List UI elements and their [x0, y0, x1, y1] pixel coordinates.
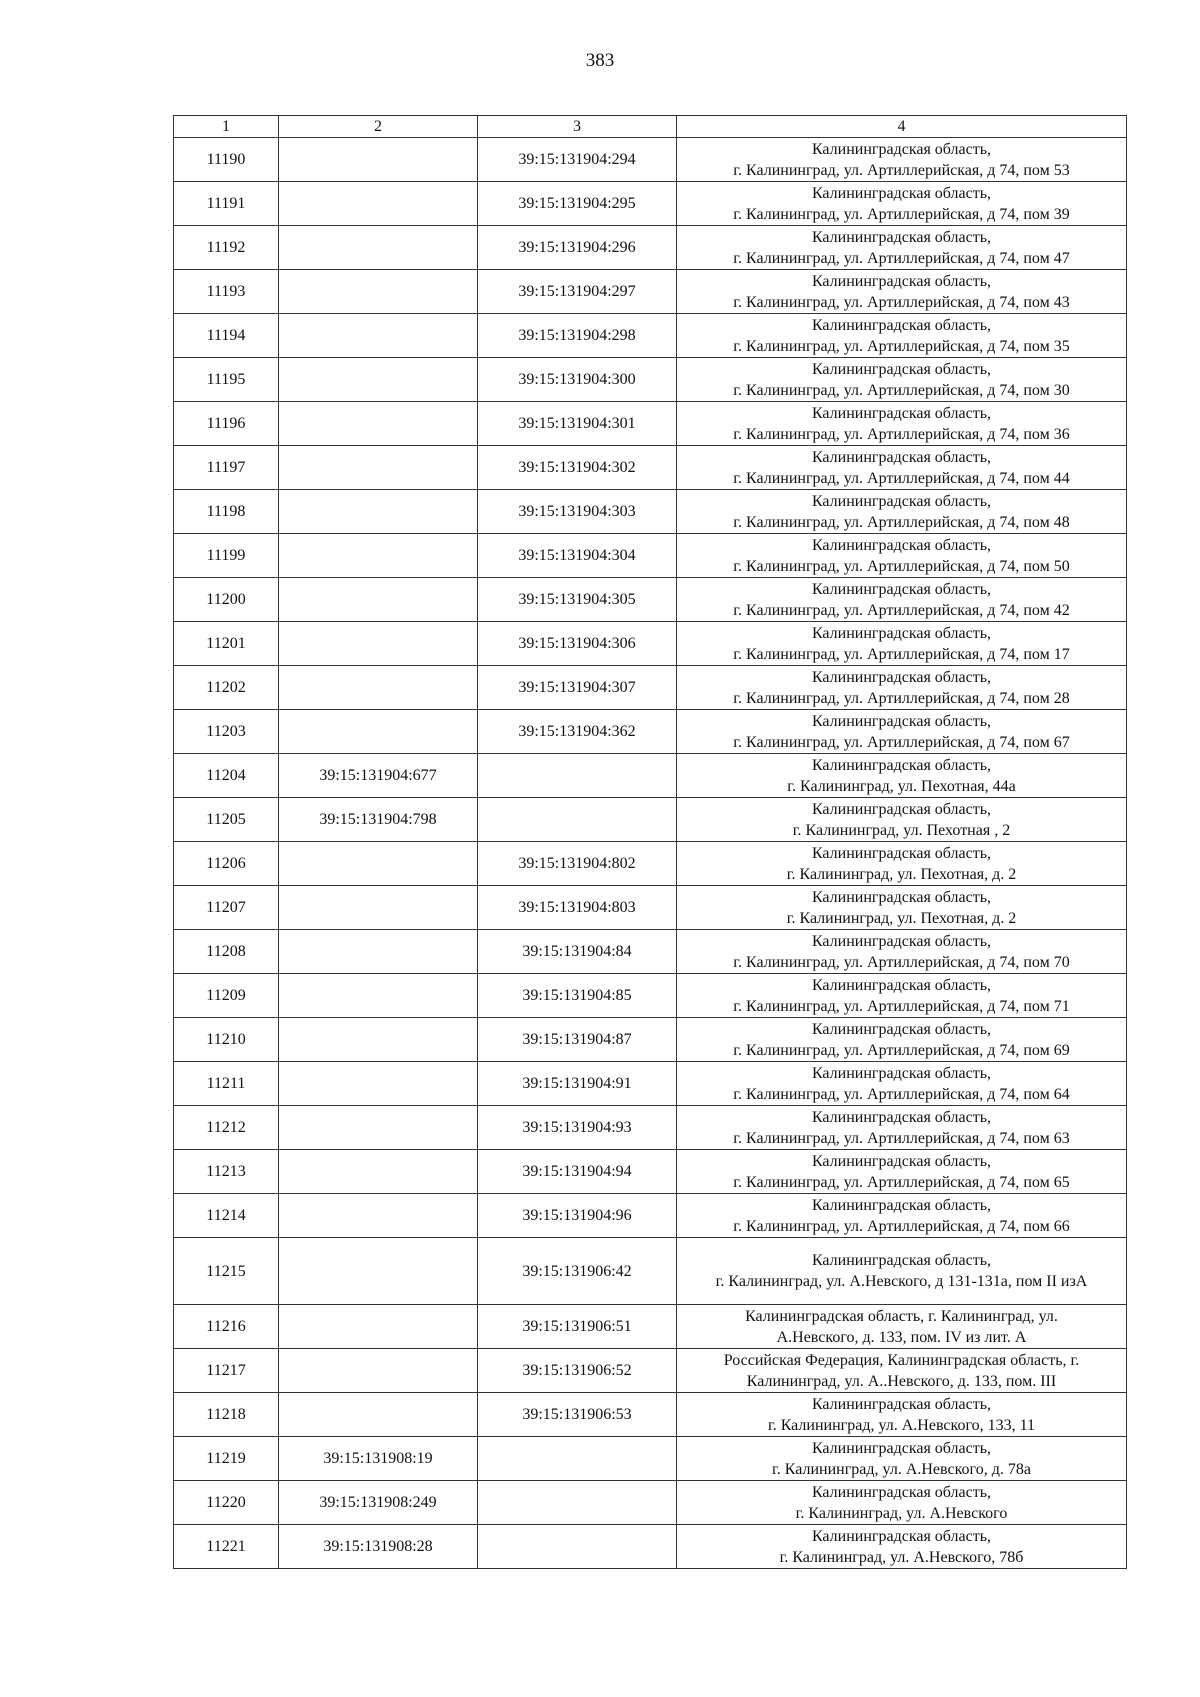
cadastral-number-cell [279, 446, 478, 490]
cadastral-number-cell [279, 930, 478, 974]
address-cell [677, 974, 1127, 1018]
cadastral-number-cell [478, 798, 677, 842]
cadastral-number-cell [279, 138, 478, 182]
address-line: Калининградская область, [811, 712, 992, 730]
cadastral-number-cell: 39:15:131904:87 [478, 1018, 677, 1062]
cadastral-number-cell [279, 1194, 478, 1238]
table-row [174, 754, 1127, 798]
header-cell: 1 [174, 116, 279, 138]
address-line: г. Калининград, ул. Артиллерийская, д 74, пом 39 [733, 205, 1070, 223]
cadastral-number-cell: 39:15:131906:42 [478, 1238, 677, 1305]
address-line: Калининградская область, [811, 1439, 992, 1457]
cadastral-number-cell: 39:15:131904:93 [478, 1106, 677, 1150]
cadastral-number-cell [279, 358, 478, 402]
address-line: Калининградская область, [811, 536, 992, 554]
row-number-cell: 11211 [174, 1062, 279, 1106]
cadastral-number-cell [279, 534, 478, 578]
cadastral-number-cell [279, 622, 478, 666]
row-number-cell: 11190 [174, 138, 279, 182]
row-number-cell: 11214 [174, 1194, 279, 1238]
address-line: г. Калининград, ул. Артиллерийская, д 74, пом 47 [733, 249, 1070, 267]
row-number-cell: 11215 [174, 1238, 279, 1305]
address-line: г. Калининград, ул. Артиллерийская, д 74, пом 35 [733, 337, 1070, 355]
table-row [174, 1481, 1127, 1525]
table-row [174, 798, 1127, 842]
cadastral-number-cell [279, 1349, 478, 1393]
address-line: Калининградская область, [811, 844, 992, 862]
header-cell: 4 [677, 116, 1127, 138]
address-line: г. Калининград, ул. Пехотная, 44а [787, 777, 1016, 795]
address-line: Калининградская область, [811, 756, 992, 774]
cadastral-number-cell: 39:15:131904:304 [478, 534, 677, 578]
table-row [174, 1393, 1127, 1437]
table-row [174, 138, 1127, 182]
table-row [174, 490, 1127, 534]
row-number-cell: 11204 [174, 754, 279, 798]
address-line: г. Калининград, ул. Артиллерийская, д 74, пом 65 [733, 1173, 1070, 1191]
address-cell [677, 666, 1127, 710]
address-cell [677, 1481, 1127, 1525]
cadastral-number-cell: 39:15:131904:677 [279, 754, 478, 798]
address-line: Калининградская область, [811, 1196, 992, 1214]
address-cell [677, 490, 1127, 534]
address-line: г. Калининград, ул. Артиллерийская, д 74, пом 67 [733, 733, 1070, 751]
address-line: Калининградская область, [811, 272, 992, 290]
cadastral-number-cell: 39:15:131908:19 [279, 1437, 478, 1481]
row-number-cell: 11195 [174, 358, 279, 402]
cadastral-number-cell [279, 226, 478, 270]
address-line: г. Калининград, ул. Артиллерийская, д 74, пом 64 [733, 1085, 1070, 1103]
address-line: Калининградская область, г. Калининград, ул. [745, 1307, 1058, 1325]
address-line: г. Калининград, ул. Пехотная, д. 2 [786, 865, 1017, 883]
address-cell [677, 1393, 1127, 1437]
table-row [174, 1238, 1127, 1305]
cadastral-number-cell: 39:15:131906:53 [478, 1393, 677, 1437]
address-line: г. Калининград, ул. Артиллерийская, д 74, пом 42 [733, 601, 1070, 619]
address-line: г. Калининград, ул. Артиллерийская, д 74, пом 48 [733, 513, 1070, 531]
table-row [174, 446, 1127, 490]
cadastral-number-cell [279, 490, 478, 534]
address-line: г. Калининград, ул. А.Невского, 133, 11 [767, 1416, 1036, 1434]
table-row [174, 1018, 1127, 1062]
cadastral-number-cell: 39:15:131904:294 [478, 138, 677, 182]
cadastral-number-cell: 39:15:131904:798 [279, 798, 478, 842]
registry-table-body [174, 116, 1127, 1569]
address-line: Российская Федерация, Калининградская область, г. [723, 1351, 1080, 1369]
row-number-cell: 11202 [174, 666, 279, 710]
address-line: Калининградская область, [811, 360, 992, 378]
table-row [174, 1437, 1127, 1481]
table-row [174, 622, 1127, 666]
address-line: г. Калининград, ул. Артиллерийская, д 74, пом 28 [733, 689, 1070, 707]
cadastral-number-cell: 39:15:131904:362 [478, 710, 677, 754]
cadastral-number-cell [478, 1525, 677, 1569]
address-line: г. Калининград, ул. Артиллерийская, д 74, пом 50 [733, 557, 1070, 575]
table-row [174, 974, 1127, 1018]
address-line: Калининградская область, [811, 800, 992, 818]
address-line: Калининградская область, [811, 448, 992, 466]
cadastral-number-cell [279, 1238, 478, 1305]
address-line: г. Калининград, ул. Пехотная, д. 2 [786, 909, 1017, 927]
cadastral-number-cell [279, 886, 478, 930]
cadastral-number-cell [279, 182, 478, 226]
row-number-cell: 11220 [174, 1481, 279, 1525]
header-cell: 2 [279, 116, 478, 138]
address-line: Калининградская область, [811, 404, 992, 422]
cadastral-number-cell: 39:15:131904:303 [478, 490, 677, 534]
row-number-cell: 11199 [174, 534, 279, 578]
row-number-cell: 11198 [174, 490, 279, 534]
cadastral-number-cell: 39:15:131904:301 [478, 402, 677, 446]
registry-table [173, 115, 1127, 1569]
row-number-cell: 11216 [174, 1305, 279, 1349]
cadastral-number-cell: 39:15:131904:307 [478, 666, 677, 710]
table-row [174, 842, 1127, 886]
address-cell [677, 446, 1127, 490]
cadastral-number-cell: 39:15:131904:297 [478, 270, 677, 314]
address-line: Калининградская область, [811, 888, 992, 906]
cadastral-number-cell [279, 842, 478, 886]
row-number-cell: 11201 [174, 622, 279, 666]
address-line: А.Невского, д. 133, пом. IV из лит. А [776, 1328, 1027, 1346]
address-cell [677, 1018, 1127, 1062]
row-number-cell: 11209 [174, 974, 279, 1018]
table-row [174, 666, 1127, 710]
address-cell [677, 534, 1127, 578]
cadastral-number-cell [279, 666, 478, 710]
cadastral-number-cell: 39:15:131904:94 [478, 1150, 677, 1194]
cadastral-number-cell: 39:15:131904:96 [478, 1194, 677, 1238]
address-line: Калининградская область, [811, 1064, 992, 1082]
cadastral-number-cell: 39:15:131904:305 [478, 578, 677, 622]
table-row [174, 1150, 1127, 1194]
row-number-cell: 11206 [174, 842, 279, 886]
row-number-cell: 11207 [174, 886, 279, 930]
address-line: Калининградская область, [811, 316, 992, 334]
address-cell [677, 358, 1127, 402]
row-number-cell: 11221 [174, 1525, 279, 1569]
cadastral-number-cell [279, 314, 478, 358]
address-line: Калининградская область, [811, 976, 992, 994]
table-row [174, 358, 1127, 402]
address-cell [677, 138, 1127, 182]
table-row [174, 402, 1127, 446]
row-number-cell: 11193 [174, 270, 279, 314]
row-number-cell: 11212 [174, 1106, 279, 1150]
cadastral-number-cell: 39:15:131904:91 [478, 1062, 677, 1106]
table-row [174, 226, 1127, 270]
cadastral-number-cell [279, 710, 478, 754]
row-number-cell: 11194 [174, 314, 279, 358]
address-line: Калининградская область, [811, 1527, 992, 1545]
address-cell [677, 1238, 1127, 1305]
address-cell [677, 886, 1127, 930]
table-row [174, 1349, 1127, 1393]
cadastral-number-cell: 39:15:131904:85 [478, 974, 677, 1018]
row-number-cell: 11210 [174, 1018, 279, 1062]
address-line: г. Калининград, ул. А.Невского, д. 78а [772, 1460, 1031, 1478]
row-number-cell: 11197 [174, 446, 279, 490]
cadastral-number-cell [279, 1106, 478, 1150]
cadastral-number-cell: 39:15:131908:249 [279, 1481, 478, 1525]
address-line: Калининградская область, [811, 492, 992, 510]
cadastral-number-cell [478, 1437, 677, 1481]
address-line: Калининградская область, [811, 228, 992, 246]
address-line: Калининградская область, [811, 624, 992, 642]
address-cell [677, 710, 1127, 754]
cadastral-number-cell: 39:15:131906:51 [478, 1305, 677, 1349]
row-number-cell: 11208 [174, 930, 279, 974]
address-line: Калининградская область, [811, 1483, 992, 1501]
address-line: г. Калининград, ул. Артиллерийская, д 74, пом 43 [733, 293, 1070, 311]
cadastral-number-cell: 39:15:131908:28 [279, 1525, 478, 1569]
cadastral-number-cell [478, 1481, 677, 1525]
address-line: Калининградская область, [811, 1020, 992, 1038]
address-cell [677, 842, 1127, 886]
row-number-cell: 11191 [174, 182, 279, 226]
address-cell [677, 402, 1127, 446]
address-cell [677, 622, 1127, 666]
table-row [174, 314, 1127, 358]
cadastral-number-cell [279, 578, 478, 622]
address-line: Калининградская область, [811, 1252, 992, 1269]
address-line: Калининградская область, [811, 932, 992, 950]
table-row [174, 1194, 1127, 1238]
address-line: Калининградская область, [811, 1108, 992, 1126]
cadastral-number-cell: 39:15:131904:298 [478, 314, 677, 358]
address-line: г. Калининград, ул. Артиллерийская, д 74, пом 36 [733, 425, 1070, 443]
cadastral-number-cell [279, 270, 478, 314]
row-number-cell: 11192 [174, 226, 279, 270]
cadastral-number-cell [279, 402, 478, 446]
cadastral-number-cell: 39:15:131904:302 [478, 446, 677, 490]
table-row [174, 1305, 1127, 1349]
cadastral-number-cell [478, 754, 677, 798]
address-cell [677, 798, 1127, 842]
address-line: г. Калининград, ул. Артиллерийская, д 74, пом 63 [733, 1129, 1070, 1147]
row-number-cell: 11205 [174, 798, 279, 842]
page-number: 383 [585, 50, 615, 71]
row-number-cell: 11203 [174, 710, 279, 754]
address-cell [677, 1150, 1127, 1194]
table-row [174, 182, 1127, 226]
address-line: Калининградская область, [811, 1395, 992, 1413]
row-number-cell: 11219 [174, 1437, 279, 1481]
address-cell [677, 314, 1127, 358]
address-line: Калининградская область, [811, 668, 992, 686]
address-line: Калининградская область, [811, 1152, 992, 1170]
table-row [174, 1525, 1127, 1569]
table-row [174, 270, 1127, 314]
cadastral-number-cell: 39:15:131904:802 [478, 842, 677, 886]
address-cell [677, 1194, 1127, 1238]
row-number-cell: 11213 [174, 1150, 279, 1194]
cadastral-number-cell [279, 1305, 478, 1349]
address-cell [677, 1437, 1127, 1481]
table-row [174, 710, 1127, 754]
header-row [174, 116, 1127, 138]
row-number-cell: 11217 [174, 1349, 279, 1393]
address-cell [677, 1349, 1127, 1393]
cadastral-number-cell: 39:15:131904:84 [478, 930, 677, 974]
cadastral-number-cell [279, 1150, 478, 1194]
header-cell: 3 [478, 116, 677, 138]
cadastral-number-cell: 39:15:131904:295 [478, 182, 677, 226]
address-line: г. Калининград, ул. Артиллерийская, д 74, пом 69 [733, 1041, 1070, 1059]
address-line: г. Калининград, ул. Артиллерийская, д 74, пом 17 [733, 645, 1070, 663]
address-cell [677, 1305, 1127, 1349]
address-cell [677, 930, 1127, 974]
cadastral-number-cell [279, 1062, 478, 1106]
cadastral-number-cell [279, 974, 478, 1018]
table-row [174, 534, 1127, 578]
address-line: Калининградская область, [811, 580, 992, 598]
address-cell [677, 1525, 1127, 1569]
table-row [174, 930, 1127, 974]
address-line: Калининградская область, [811, 140, 992, 158]
address-cell [677, 1106, 1127, 1150]
address-line: г. Калининград, ул. Пехотная , 2 [792, 821, 1011, 839]
address-line: г. Калининград, ул. А.Невского [795, 1504, 1008, 1522]
cadastral-number-cell: 39:15:131904:300 [478, 358, 677, 402]
address-cell [677, 270, 1127, 314]
cadastral-number-cell [279, 1018, 478, 1062]
address-cell [677, 182, 1127, 226]
address-line: г. Калининград, ул. Артиллерийская, д 74, пом 44 [733, 469, 1070, 487]
row-number-cell: 11196 [174, 402, 279, 446]
address-cell [677, 754, 1127, 798]
address-line: Калининградская область, [811, 184, 992, 202]
row-number-cell: 11200 [174, 578, 279, 622]
address-line: г. Калининград, ул. Артиллерийская, д 74, пом 30 [733, 381, 1070, 399]
table-row [174, 1062, 1127, 1106]
cadastral-number-cell: 39:15:131904:306 [478, 622, 677, 666]
address-line: г. Калининград, ул. Артиллерийская, д 74, пом 70 [733, 953, 1070, 971]
cadastral-number-cell: 39:15:131906:52 [478, 1349, 677, 1393]
address-cell [677, 226, 1127, 270]
address-line: г. Калининград, ул. Артиллерийская, д 74, пом 66 [733, 1217, 1070, 1235]
table-row [174, 578, 1127, 622]
row-number-cell: 11218 [174, 1393, 279, 1437]
cadastral-number-cell: 39:15:131904:296 [478, 226, 677, 270]
address-line: г. Калининград, ул. Артиллерийская, д 74, пом 71 [733, 997, 1070, 1015]
table-row [174, 1106, 1127, 1150]
address-line: г. Калининград, ул. А.Невского, д 131-131а, пом II изА [715, 1273, 1088, 1290]
address-line: г. Калининград, ул. Артиллерийская, д 74, пом 53 [733, 161, 1070, 179]
address-line: Калининград, ул. А..Невского, д. 133, пом. III [746, 1372, 1057, 1390]
address-cell [677, 578, 1127, 622]
address-cell [677, 1062, 1127, 1106]
address-line: г. Калининград, ул. А.Невского, 78б [779, 1548, 1024, 1566]
cadastral-number-cell [279, 1393, 478, 1437]
table-row [174, 886, 1127, 930]
cadastral-number-cell: 39:15:131904:803 [478, 886, 677, 930]
